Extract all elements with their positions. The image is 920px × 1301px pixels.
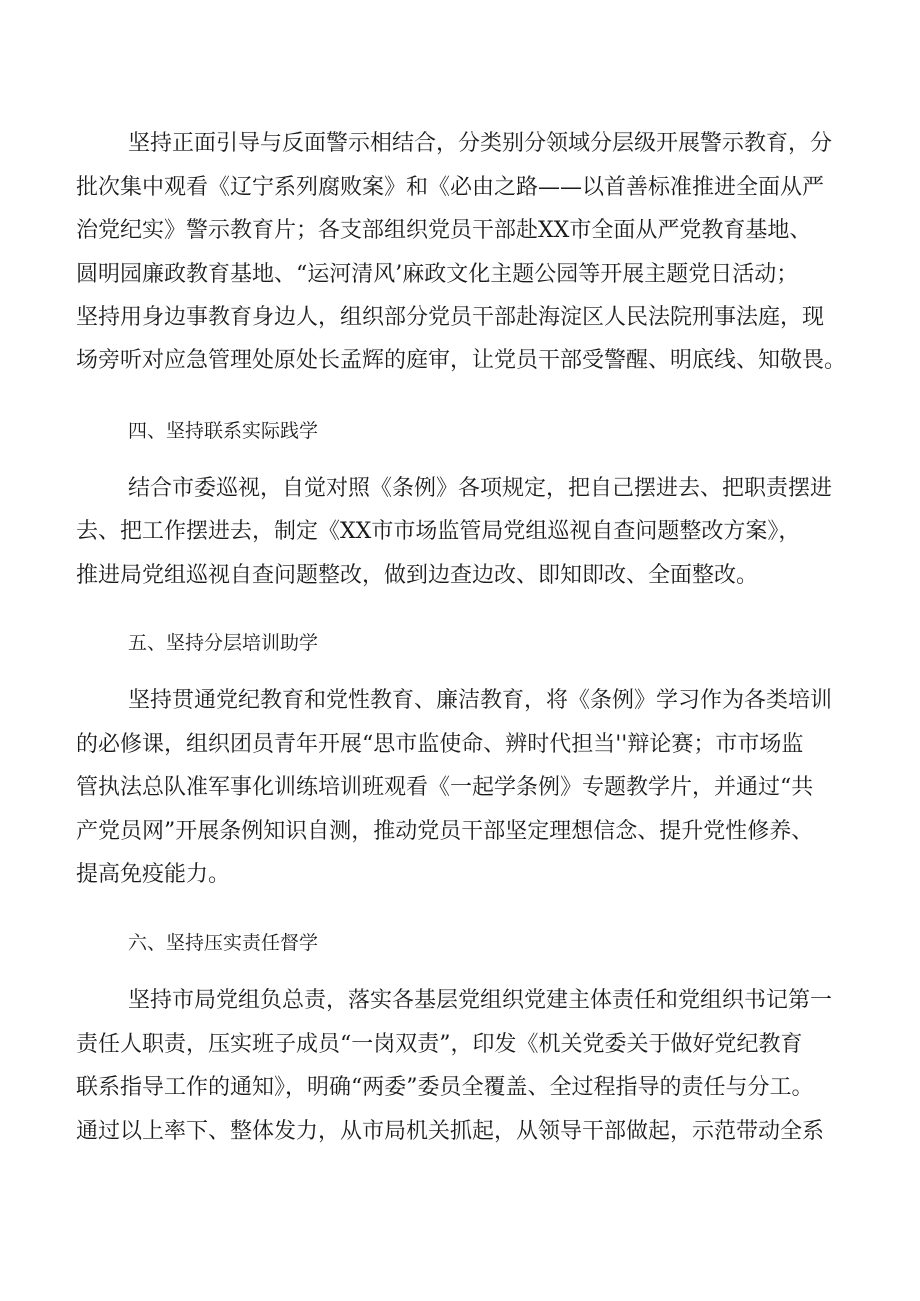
paragraph-line: 场旁听对应急管理处原处长孟辉的庭审，让党员干部受警醒、明底线、知敬畏。 <box>76 348 847 373</box>
paragraph-line: 治党纪实》警示教育片；各支部组织党员干部赴XX市全面从严党教育基地、 <box>76 218 812 243</box>
section-heading: 四、坚持联系实际践学 <box>128 420 319 442</box>
paragraph-line: 圆明园廉政教育基地、“运河清风’麻政文化主题公园等开展主题党日活动； <box>76 262 799 287</box>
paragraph-line: 推进局党组巡视自查问题整改，做到边查边改、即知即改、全面整改。 <box>76 563 759 588</box>
paragraph-line: 联系指导工作的通知》，明确“两委”委员全覆盖、全过程指导的责任与分工。 <box>76 1075 814 1100</box>
paragraph-line: 通过以上率下、整体发力，从市局机关抓起，从领导干部做起，示范带动全系 <box>76 1119 825 1144</box>
paragraph-line: 结合市委巡视，自觉对照《条例》各项规定，把自己摆进去、把职责摆进 <box>128 476 833 501</box>
paragraph-line: 提高免疫能力。 <box>76 862 231 887</box>
paragraph-line: 坚持贯通党纪教育和党性教育、廉洁教育，将《条例》学习作为各类培训 <box>128 688 833 713</box>
paragraph-line: 产党员网”开展条例知识自测，推动党员干部坚定理想信念、提升党性修养、 <box>76 819 814 844</box>
paragraph-line: 的必修课，组织团员青年开展“思市监使命、辨时代担当''辩论赛；市市场监 <box>76 732 804 757</box>
section-heading: 六、坚持压实责任督学 <box>128 932 319 954</box>
paragraph-line: 坚持市局党组负总责，落实各基层党组织党建主体责任和党组织书记第一 <box>128 988 833 1013</box>
paragraph-line: 管执法总队准军事化训练培训班观看《一起学条例》专题教学片，并通过“共 <box>76 775 814 800</box>
paragraph-line: 坚持正面引导与反面警示相结合，分类别分领域分层级开展警示教育，分 <box>128 131 833 156</box>
paragraph-line: 批次集中观看《辽宁系列腐败案》和《必由之路——以首善标准推进全面从严 <box>76 175 825 200</box>
paragraph-line: 去、把工作摆进去，制定《XX市市场监管局党组巡视自查问题整改方案》， <box>76 519 801 544</box>
section-heading: 五、坚持分层培训助学 <box>128 632 319 654</box>
paragraph-line: 坚持用身边事教育身边人，组织部分党员干部赴海淀区人民法院刑事法庭，现 <box>76 305 825 330</box>
paragraph-line: 责任人职责，压实班子成员“一岗双责”，印发《机关党委关于做好党纪教育 <box>76 1032 803 1057</box>
